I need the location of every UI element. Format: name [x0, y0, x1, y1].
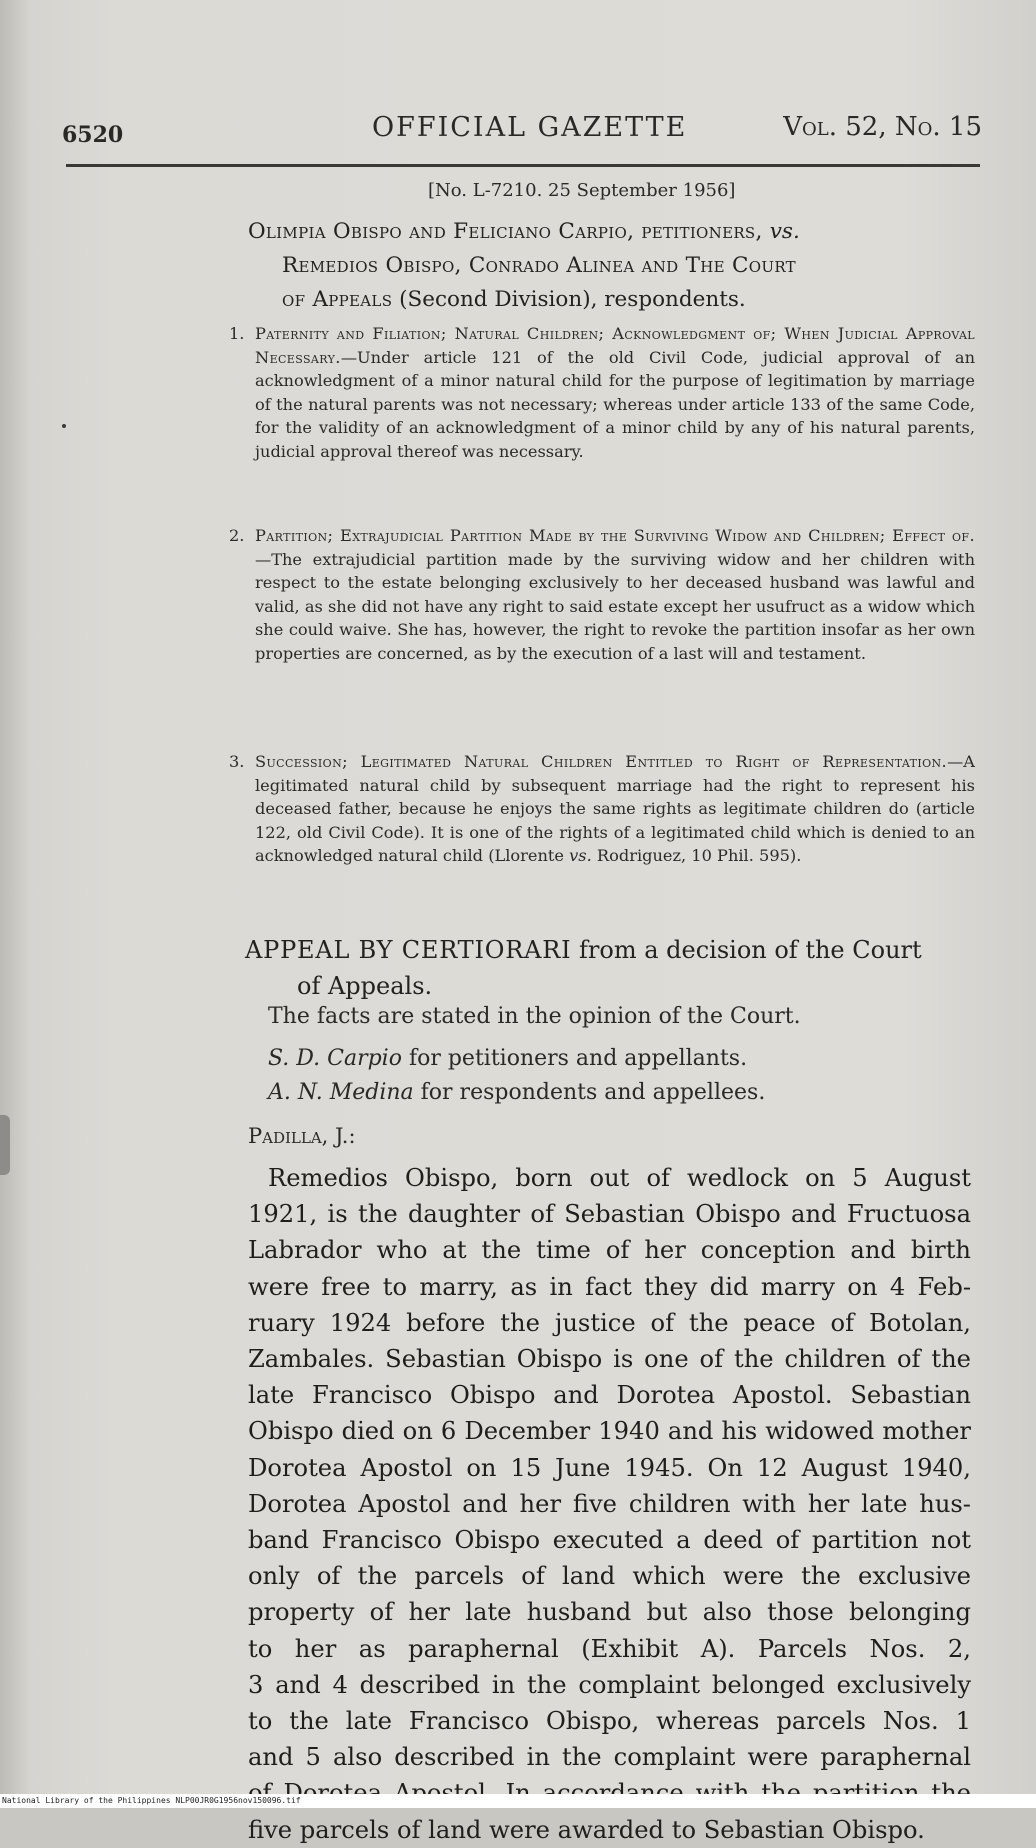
counsel-line	[268, 1080, 765, 1105]
appeal-text-2: of Appeals.	[297, 972, 433, 1000]
scan-smudge	[0, 1115, 10, 1175]
opinion-line: and 5 also described in the complaint were paraphernal	[248, 1743, 971, 1772]
opinion-line: Remedios Obispo, born out of wedlock on 5 August	[268, 1164, 971, 1192]
appeal-label: APPEAL BY CERTIORARI	[245, 936, 572, 964]
opinion-line: were free to marry, as in fact they did marry on 4 Feb-	[248, 1272, 971, 1301]
case-number: [No. L-7210. 25 September 1956]	[428, 180, 736, 201]
opinion-line: Labrador who at the time of her conception and birth	[248, 1236, 971, 1265]
counsel-name: A. N. Medina	[268, 1080, 414, 1105]
counsel-name: S. D. Carpio	[268, 1046, 402, 1071]
parties-line-2: Remedios Obispo, Conrado Alinea and The Court	[282, 253, 796, 278]
syllabus-number: 2.	[229, 526, 245, 545]
syllabus-text-end: Rodriguez, 10 Phil. 595).	[591, 846, 802, 865]
syllabus-item	[229, 750, 975, 868]
scan-speck	[62, 424, 66, 428]
parties-line-3	[248, 283, 978, 317]
appeal-text: from a decision of the Court	[571, 936, 922, 964]
syllabus-number: 1.	[229, 324, 245, 343]
scan-footer-text: National Library of the Philippines NLP00JR0G1956nov150096.tif	[2, 1796, 301, 1805]
opinion-line: Zambales. Sebastian Obispo is one of the children of the	[248, 1345, 971, 1374]
appeal-statement	[245, 932, 975, 1004]
page-header	[62, 108, 982, 148]
opinion-line: only of the parcels of land which were the exclusive	[248, 1562, 971, 1591]
opinion-line: band Francisco Obispo executed a deed of partition not	[248, 1526, 971, 1555]
syllabus-heading: Succession; Legitimated Natural Children Entitled to Right of Representation.	[255, 752, 948, 771]
syllabus-text: —A legitimated natural child by subsequent marriage had the right to represent his deceased father, because he enjoys the same rights as legitimate children do (article 122, old Civil Code). It is one of the rights of a legitimated child which is denied to an acknowledged natural child (Llorente	[255, 752, 975, 865]
opinion-line: Dorotea Apostol on 15 June 1945. On 12 August 1940,	[248, 1453, 971, 1482]
opinion-line: five parcels of land were awarded to Sebastian Obispo.	[248, 1815, 925, 1844]
page-number: 6520	[62, 122, 124, 148]
parties-line-1: Olimpia Obispo and Feliciano Carpio, petitioners,	[248, 219, 770, 244]
parties-vs: vs.	[769, 219, 800, 244]
citation-vs: vs.	[569, 846, 592, 865]
syllabus-number: 3.	[229, 752, 245, 771]
opinion-body	[248, 1160, 971, 1848]
syllabus-heading: Partition; Extrajudicial Partition Made by the Surviving Widow and Children; Effect of.	[255, 526, 975, 545]
ponente: Padilla, J.:	[248, 1124, 356, 1148]
volume-number: Vol. 52, No. 15	[783, 112, 982, 142]
case-parties	[248, 215, 978, 317]
syllabus-item	[229, 524, 975, 665]
parties-court-name: of Appeals	[282, 287, 393, 312]
syllabus-item	[229, 322, 975, 463]
opinion-line: to the late Francisco Obispo, whereas parcels Nos. 1	[248, 1707, 971, 1736]
opinion-line: ruary 1924 before the justice of the peace of Botolan,	[248, 1308, 971, 1337]
facts-statement: The facts are stated in the opinion of the Court.	[268, 1004, 801, 1029]
opinion-line: Obispo died on 6 December 1940 and his widowed mother	[248, 1417, 971, 1446]
opinion-line: 3 and 4 described in the complaint belonged exclusively	[248, 1670, 971, 1699]
publication-title: OFFICIAL GAZETTE	[372, 112, 688, 143]
parties-division: (Second Division), respondents.	[392, 287, 746, 312]
counsel-line	[268, 1046, 747, 1071]
counsel-role: for petitioners and appellants.	[401, 1046, 748, 1071]
opinion-line: Dorotea Apostol and her five children with her late hus-	[248, 1489, 971, 1518]
counsel-role: for respondents and appellees.	[413, 1080, 766, 1105]
syllabus-text: —The extrajudicial partition made by the surviving widow and her children with respect to the estate belonging exclusively to her deceased husband was lawful and valid, as she did not have any right to said estate except her usufruct as a widow which she could waive. She has, however, the right to revoke the partition insofar as her own properties are concerned, as by the execution of a last will and testament.	[255, 549, 975, 663]
opinion-line: late Francisco Obispo and Dorotea Apostol. Sebastian	[248, 1381, 971, 1410]
opinion-line: to her as paraphernal (Exhibit A). Parcels Nos. 2,	[248, 1634, 971, 1663]
header-rule	[66, 164, 980, 167]
syllabus-text: —Under article 121 of the old Civil Code, judicial approval of an acknowledgment of a minor natural child for the purpose of legitimation by marriage of the natural parents was not necessary; whereas under article 133 of the same Code, for the validity of an acknowledgment of a minor child by any of his natural parents, judicial approval thereof was necessary.	[255, 347, 975, 461]
opinion-line: 1921, is the daughter of Sebastian Obispo and Fructuosa	[248, 1200, 971, 1229]
syllabus-heading: Paternity and Filiation; Natural Children; Acknowledgment of; When Judicial Approval Necessary.	[255, 324, 975, 367]
opinion-line: property of her late husband but also those belonging	[248, 1598, 971, 1627]
